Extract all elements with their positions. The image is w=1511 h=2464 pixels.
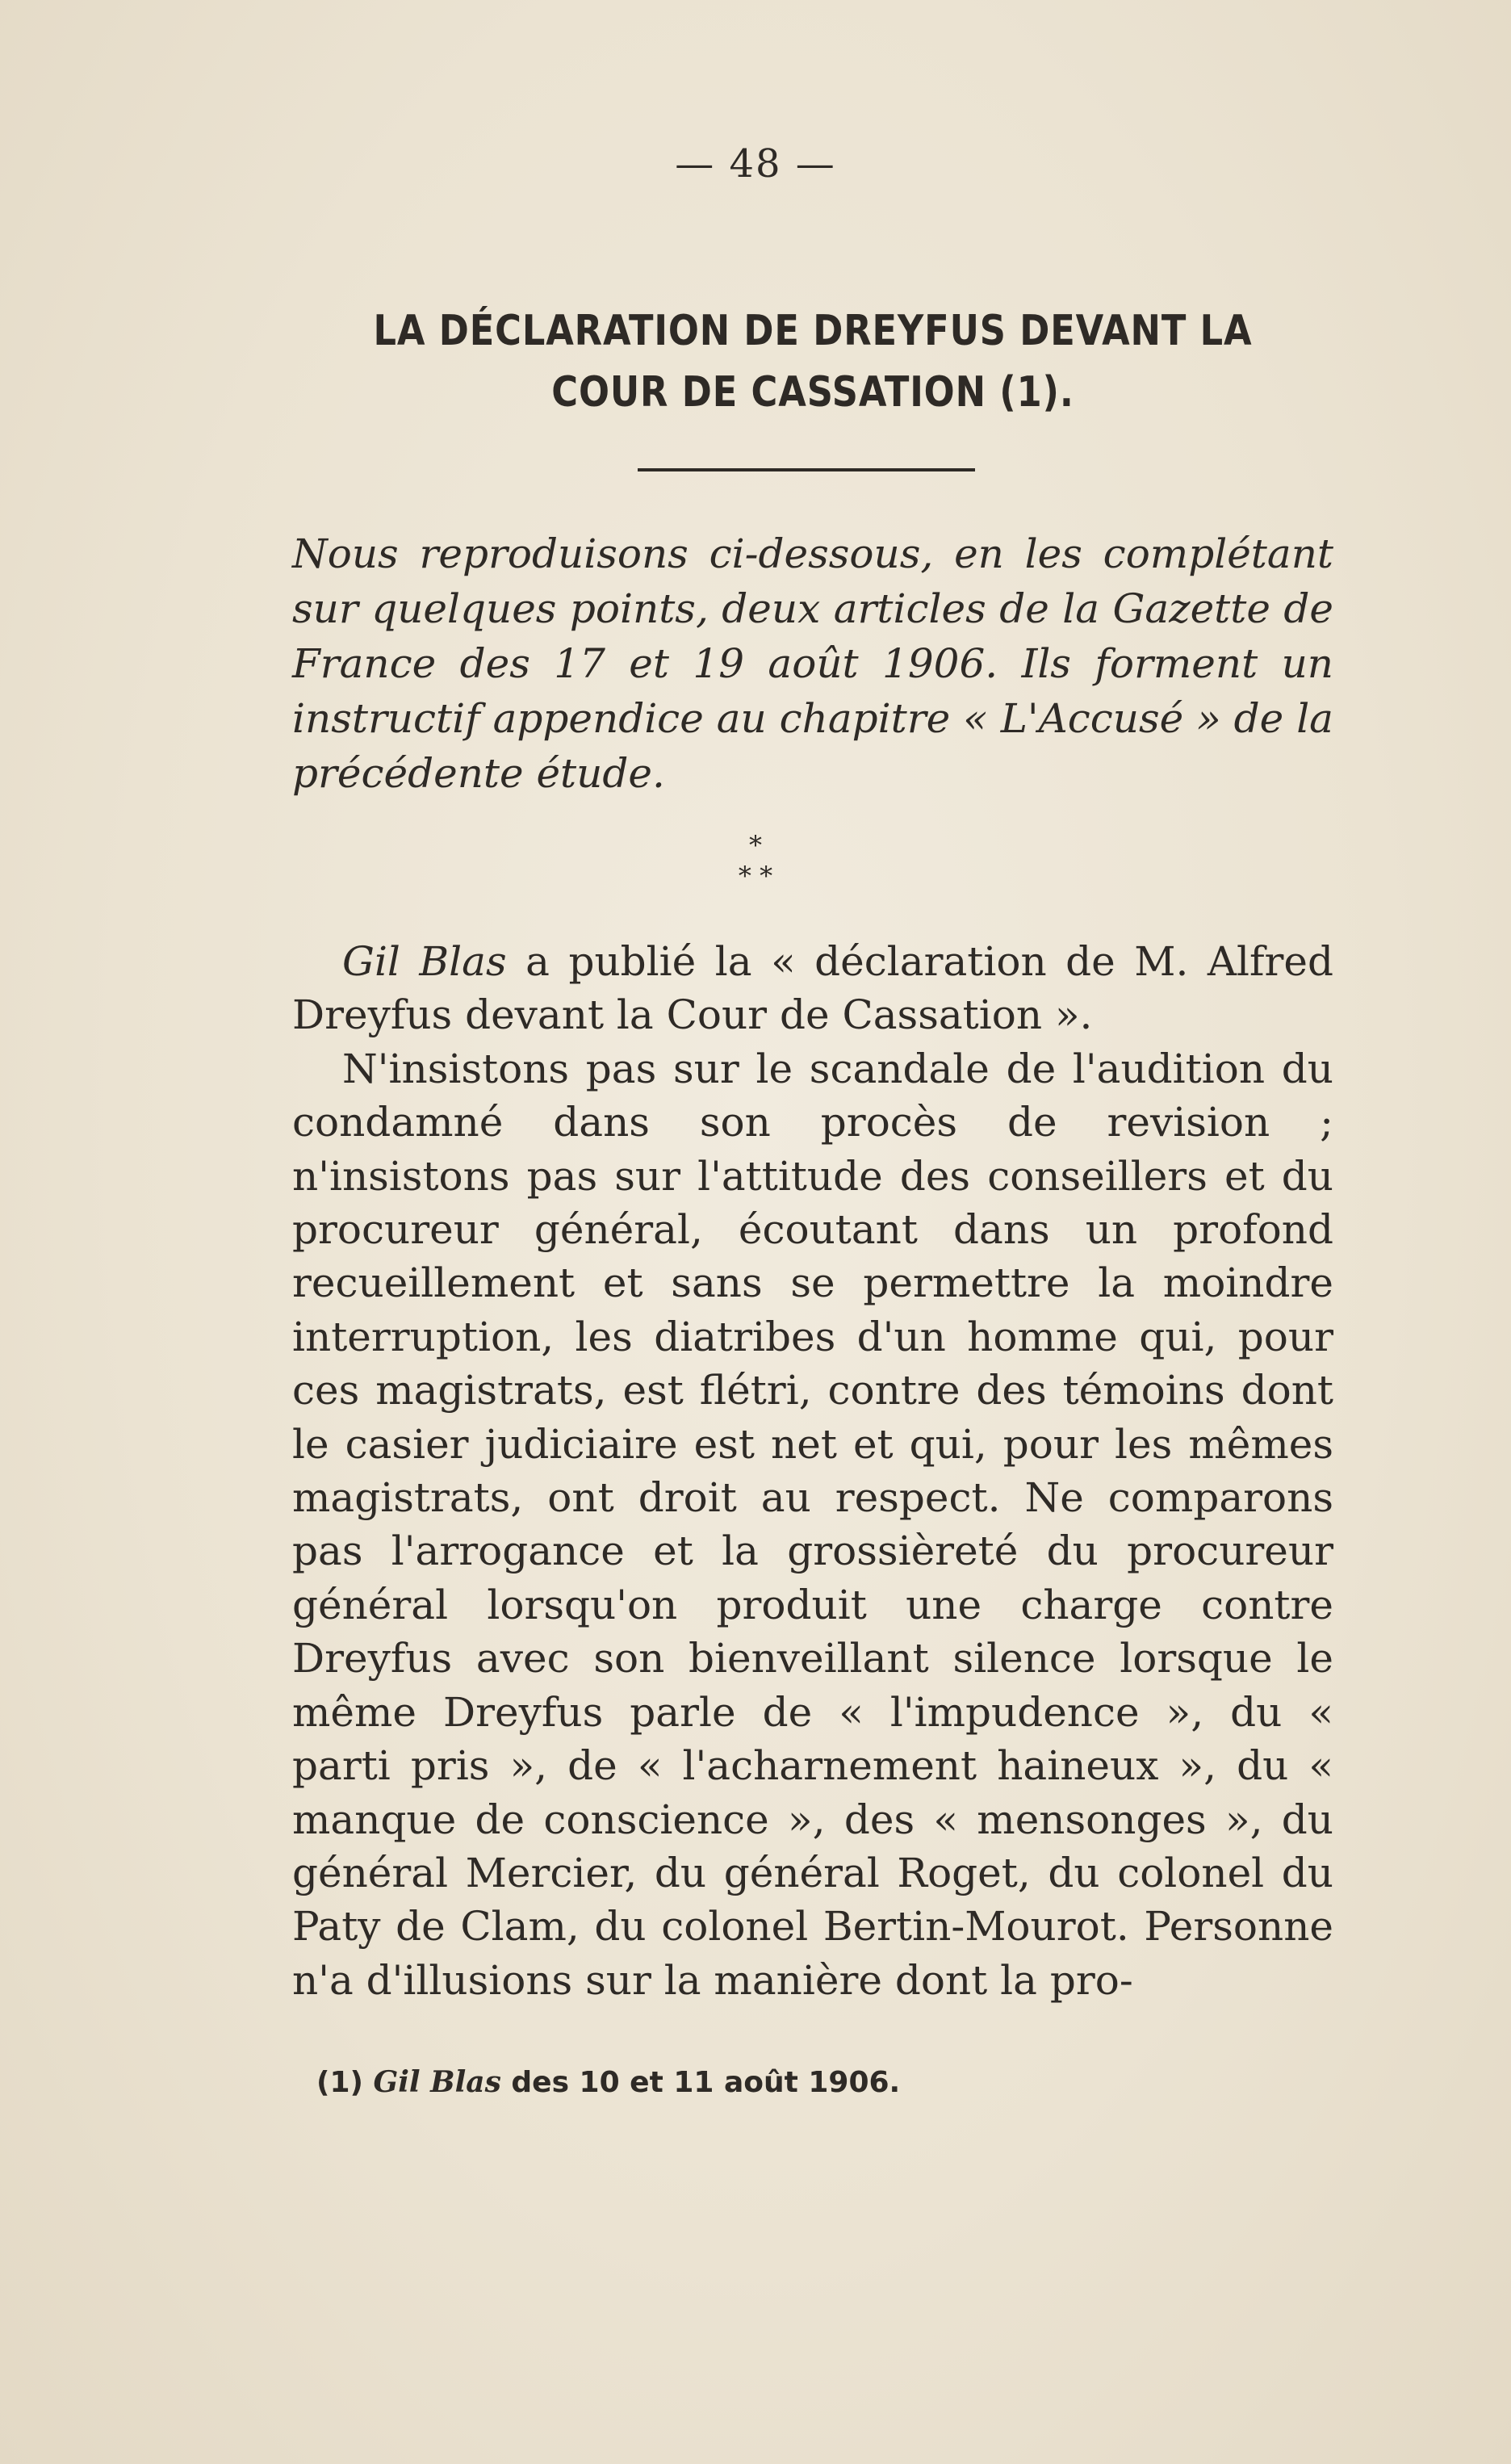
body-paragraph-2: N'insistons pas sur le scandale de l'audition du condamné dans son procès de revision ; n'insistons pas sur l'attitude des conseillers et du procureur général, écoutant dans un profond recueillement et sans se permettre la moindre interruption, les diatribes d'un homme qui, pour ces magistrats, est flétri, contre des témoins dont le casier judiciaire est net et qui, pour les mêmes magistrats, ont droit au respect. Ne comparons pas l'arrogance et la grossièreté du procureur général lorsqu'on produit une charge contre Dreyfus avec son bienveillant silence lorsque le même Dreyfus parle de « l'impudence », du « parti pris », de « l'acharnement haineux », du « manque de conscience », des « mensonges », du général Mercier, du général Roget, du colonel du Paty de Clam, du colonel Bertin-Mourot. Personne n'a d'illusions sur la manière dont la pro- — [292, 1045, 1333, 2004]
body-paragraph-1 — [292, 935, 1333, 1042]
newspaper-title: Gil Blas — [342, 938, 507, 985]
footnote-newspaper-title: Gil Blas — [373, 2065, 501, 2099]
footnote — [316, 2063, 1285, 2102]
asterism-separator — [0, 830, 1511, 891]
body-text — [292, 935, 1333, 2007]
chapter-title — [365, 300, 1260, 423]
title-divider — [638, 468, 975, 471]
chapter-title-line-1: LA DÉCLARATION DE DREYFUS DEVANT LA — [373, 307, 1253, 355]
page-number: — 48 — — [675, 141, 836, 186]
intro-paragraph: Nous reproduisons ci-dessous, en les complétant sur quelques points, deux articles de la Gazette de France des 17 et 19 août 1906. Ils forment un instructif appendice au chapitre « L'Accusé » de la précédente étude. — [292, 530, 1333, 797]
chapter-title-line-2: COUR DE CASSATION (1). — [551, 368, 1074, 417]
footnote-text: des 10 et 11 août 1906. — [500, 2066, 901, 2099]
asterism-top: * — [749, 830, 762, 861]
body-paragraph-1-text: a publié la « déclaration de M. Alfred Dreyfus devant la Cour de Cassation ». — [292, 938, 1333, 1039]
asterism-bottom: * * — [738, 861, 773, 891]
footnote-marker: (1) — [316, 2066, 363, 2099]
